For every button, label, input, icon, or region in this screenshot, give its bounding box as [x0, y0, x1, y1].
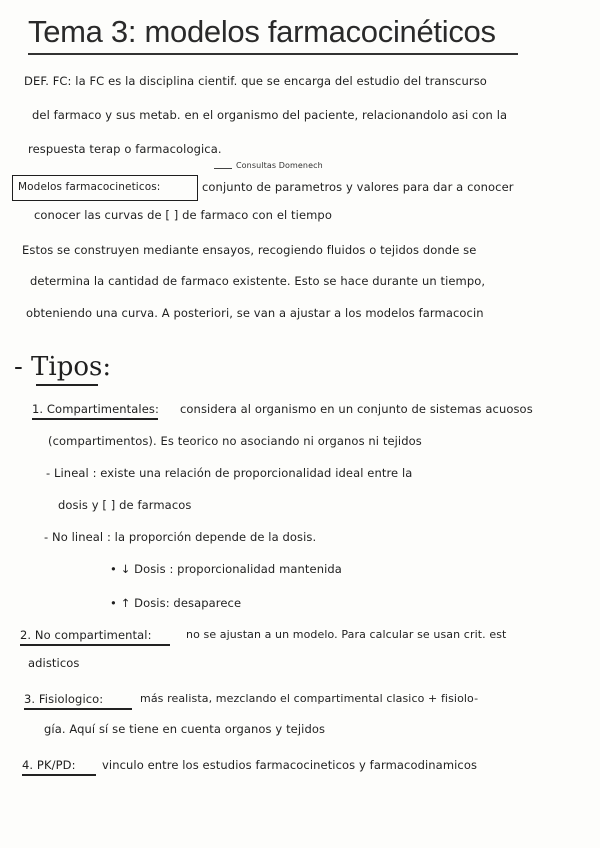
- tipos-underline: [36, 384, 98, 386]
- definition-line-3: respuesta terap o farmacologica.: [28, 142, 222, 156]
- annotation-note: Consultas Domenech: [236, 161, 323, 170]
- paragraph-line-1: Estos se construyen mediante ensayos, recogiendo fluidos o tejidos donde se: [22, 243, 477, 257]
- lineal-line-1: - Lineal : existe una relación de proporcionalidad ideal entre la: [46, 466, 413, 480]
- page-title: Tema 3: modelos farmacocinéticos: [28, 14, 496, 49]
- nolineal-line: - No lineal : la proporción depende de la dosis.: [44, 530, 317, 544]
- type3-line-1: más realista, mezclando el compartimental clasico + fisiolo-: [140, 692, 479, 705]
- type2-line-2: adisticos: [28, 656, 80, 670]
- annotation-arrow: [214, 168, 232, 169]
- models-label: Modelos farmacocineticos:: [18, 181, 161, 193]
- lineal-line-2: dosis y [ ] de farmacos: [58, 498, 192, 512]
- type3-line-2: gía. Aquí sí se tiene en cuenta organos y tejidos: [44, 722, 326, 736]
- type3-label: 3. Fisiologico:: [24, 692, 104, 706]
- paragraph-line-2: determina la cantidad de farmaco existente. Esto se hace durante un tiempo,: [30, 274, 486, 288]
- type4-label: 4. PK/PD:: [22, 758, 76, 772]
- type4-underline: [22, 774, 96, 776]
- type1-line-2: (compartimentos). Es teorico no asociando ni organos ni tejidos: [48, 434, 422, 448]
- type4-line-1: vinculo entre los estudios farmacocineticos y farmacodinamicos: [102, 758, 478, 772]
- definition-line-2: del farmaco y sus metab. en el organismo del paciente, relacionandolo asi con la: [32, 108, 508, 122]
- type3-underline: [24, 708, 132, 710]
- models-line-1: conjunto de parametros y valores para dar a conocer: [202, 180, 514, 194]
- definition-line-1: DEF. FC: la FC es la disciplina cientif. que se encarga del estudio del transcurso: [24, 74, 487, 88]
- paragraph-line-3: obteniendo una curva. A posteriori, se van a ajustar a los modelos farmacocin: [26, 306, 484, 320]
- type2-underline: [20, 644, 170, 646]
- bullet-low-dose: • ↓ Dosis : proporcionalidad mantenida: [110, 562, 342, 576]
- bullet-high-dose: • ↑ Dosis: desaparece: [110, 596, 242, 610]
- type2-label: 2. No compartimental:: [20, 628, 152, 642]
- type1-label: 1. Compartimentales:: [32, 402, 159, 416]
- title-underline: [28, 53, 518, 55]
- models-line-2: conocer las curvas de [ ] de farmaco con el tiempo: [34, 208, 332, 222]
- type2-line-1: no se ajustan a un modelo. Para calcular se usan crit. est: [186, 628, 507, 641]
- type1-underline: [32, 418, 158, 420]
- tipos-heading: - Tipos:: [14, 352, 112, 382]
- type1-line-1: considera al organismo en un conjunto de sistemas acuosos: [180, 402, 533, 416]
